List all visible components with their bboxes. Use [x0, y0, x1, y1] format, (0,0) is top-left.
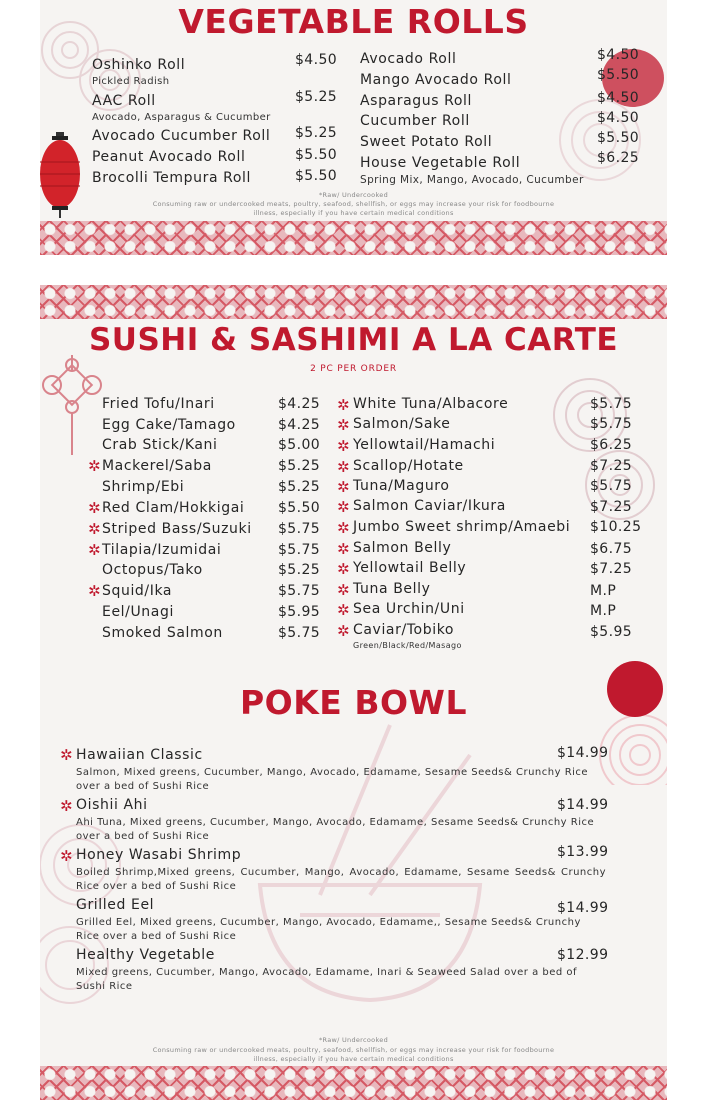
- menu-item-name: Mackerel/Saba: [102, 458, 212, 474]
- raw-marker-icon: ✲: [337, 581, 350, 599]
- menu-item-subtitle: Pickled Radish: [92, 76, 170, 87]
- menu-item-price: $5.25: [295, 125, 338, 141]
- menu-item-price: $6.25: [597, 150, 640, 166]
- menu-item-price: $5.75: [278, 521, 321, 537]
- raw-marker-icon: ✲: [337, 519, 350, 537]
- raw-marker-icon: ✲: [337, 601, 350, 619]
- menu-item-price: $4.50: [597, 90, 640, 106]
- menu-item-price: $5.50: [278, 500, 321, 516]
- raw-marker-icon: ✲: [337, 540, 350, 558]
- sushi-poke-panel: [40, 285, 667, 1100]
- menu-item-name: Oshinko Roll: [92, 57, 186, 73]
- disclaimer-line: Consuming raw or undercooked meats, poultry, seafood, shellfish, or eggs may increase your risk for foodbourne: [152, 1046, 555, 1054]
- menu-item-name: Yellowtail/Hamachi: [353, 437, 496, 453]
- menu-item-price: $4.25: [278, 396, 321, 412]
- menu-item-name: Brocolli Tempura Roll: [92, 170, 252, 186]
- poke-item-description: Mixed greens, Cucumber, Mango, Avocado, Edamame, Inari & Seaweed Salad over a bed of Sushi Rice: [76, 967, 578, 992]
- raw-marker-icon: ✲: [88, 499, 101, 517]
- poke-item-price: $14.99: [557, 797, 609, 813]
- menu-item-name: Asparagus Roll: [360, 93, 473, 109]
- poke-item-price: $13.99: [557, 844, 609, 860]
- menu-item-name: Tuna/Maguro: [353, 478, 450, 494]
- menu-item-price: $5.75: [590, 396, 633, 412]
- menu-item-price: $5.50: [295, 168, 338, 184]
- menu-item-price: $4.50: [597, 110, 640, 126]
- menu-item-price: $5.25: [278, 562, 321, 578]
- menu-item-price: $10.25: [590, 519, 642, 535]
- menu-item-name: Peanut Avocado Roll: [92, 149, 246, 165]
- raw-marker-icon: ✲: [88, 520, 101, 538]
- menu-item-name: Tuna Belly: [353, 581, 431, 597]
- raw-marker-icon: ✲: [60, 797, 73, 815]
- menu-item-name: Fried Tofu/Inari: [102, 396, 215, 412]
- raw-marker-icon: ✲: [337, 396, 350, 414]
- menu-item-subtitle: Avocado, Asparagus & Cucumber: [92, 112, 271, 123]
- disclaimer-line: Consuming raw or undercooked meats, poultry, seafood, shellfish, or eggs may increase your risk for foodbourne: [152, 200, 555, 208]
- menu-item-subtitle: Green/Black/Red/Masago: [353, 641, 462, 650]
- menu-item-price: $5.50: [295, 147, 338, 163]
- menu-item-price: $7.25: [590, 499, 633, 515]
- menu-item-price: $5.75: [278, 583, 321, 599]
- vegetable-rolls-title: VEGETABLE ROLLS: [178, 2, 529, 41]
- pattern-border: [40, 1066, 667, 1100]
- raw-marker-icon: ✲: [60, 847, 73, 865]
- raw-marker-icon: ✲: [337, 498, 350, 516]
- disclaimer-line: illness, especially if you have certain medical conditions: [253, 209, 454, 217]
- raw-note: *Raw/ Undercooked: [319, 191, 388, 199]
- menu-item-name: House Vegetable Roll: [360, 155, 521, 171]
- menu-item-price: $5.25: [295, 89, 338, 105]
- menu-item-price: M.P: [590, 583, 617, 599]
- menu-item-name: Shrimp/Ebi: [102, 479, 185, 495]
- menu-item-price: $5.75: [278, 542, 321, 558]
- menu-item-name: Avocado Cucumber Roll: [92, 128, 271, 144]
- raw-note: *Raw/ Undercooked: [319, 1036, 388, 1044]
- sushi-sashimi-title: SUSHI & SASHIMI A LA CARTE: [88, 322, 619, 358]
- menu-item-name: Avocado Roll: [360, 51, 457, 67]
- menu-item-name: Octopus/Tako: [102, 562, 203, 578]
- menu-item-name: Salmon Belly: [353, 540, 452, 556]
- menu-item-price: $6.75: [590, 541, 633, 557]
- poke-item-description: Ahi Tuna, Mixed greens, Cucumber, Mango, Avocado, Edamame, Sesame Seeds& Crunchy Rice over a bed of Sushi Rice: [76, 817, 595, 842]
- menu-item-price: $7.25: [590, 458, 633, 474]
- raw-marker-icon: ✲: [337, 416, 350, 434]
- menu-item-name: Mango Avocado Roll: [360, 72, 512, 88]
- raw-marker-icon: ✲: [337, 560, 350, 578]
- menu-item-name: Eel/Unagi: [102, 604, 174, 620]
- raw-marker-icon: ✲: [88, 582, 101, 600]
- menu-item-name: White Tuna/Albacore: [353, 396, 509, 412]
- pattern-border: [40, 221, 667, 255]
- menu-item-name: Red Clam/Hokkigai: [102, 500, 245, 516]
- menu-item-name: Squid/Ika: [102, 583, 173, 599]
- menu-item-price: $5.95: [590, 624, 633, 640]
- menu-item-name: AAC Roll: [92, 93, 156, 109]
- raw-marker-icon: ✲: [60, 746, 73, 764]
- raw-marker-icon: ✲: [337, 478, 350, 496]
- menu-item-price: $5.75: [590, 478, 633, 494]
- poke-item-name: Grilled Eel: [76, 897, 155, 913]
- menu-item-name: Scallop/Hotate: [353, 458, 464, 474]
- poke-item-description: Salmon, Mixed greens, Cucumber, Mango, Avocado, Edamame, Sesame Seeds& Crunchy Rice over a bed of Sushi Rice: [76, 767, 589, 792]
- raw-marker-icon: ✲: [337, 437, 350, 455]
- menu-item-price: $5.75: [278, 625, 321, 641]
- sushi-subtitle: 2 PC PER ORDER: [310, 364, 397, 374]
- cloud-decoration: [510, 365, 667, 535]
- menu-item-name: Caviar/Tobiko: [353, 622, 455, 638]
- menu-item-name: Salmon Caviar/Ikura: [353, 498, 506, 514]
- pattern-border: [40, 285, 667, 319]
- poke-bowl-title: POKE BOWL: [240, 683, 467, 722]
- raw-marker-icon: ✲: [88, 457, 101, 475]
- menu-item-name: Tilapia/Izumidai: [102, 542, 222, 558]
- menu-item-price: $4.25: [278, 417, 321, 433]
- poke-item-description: Boiled Shrimp,Mixed greens, Cucumber, Mango, Avocado, Edamame, Sesame Seeds& Crunchy Rice over a bed of Sushi Rice: [76, 867, 606, 892]
- menu-item-price: $5.95: [278, 604, 321, 620]
- menu-item-price: $5.25: [278, 458, 321, 474]
- menu-item-price: $5.25: [278, 479, 321, 495]
- raw-marker-icon: ✲: [337, 458, 350, 476]
- menu-item-price: $4.50: [597, 47, 640, 63]
- raw-marker-icon: ✲: [88, 541, 101, 559]
- menu-item-name: Cucumber Roll: [360, 113, 470, 129]
- menu-item-name: Jumbo Sweet shrimp/Amaebi: [353, 519, 571, 535]
- poke-item-price: $14.99: [557, 745, 609, 761]
- menu-item-price: $5.00: [278, 437, 321, 453]
- menu-item-price: $4.50: [295, 52, 338, 68]
- poke-item-name: Oishii Ahi: [76, 797, 148, 813]
- menu-item-subtitle: Spring Mix, Mango, Avocado, Cucumber: [360, 174, 584, 186]
- menu-item-name: Striped Bass/Suzuki: [102, 521, 252, 537]
- menu-item-name: Yellowtail Belly: [353, 560, 467, 576]
- menu-item-price: $5.75: [590, 416, 633, 432]
- menu-item-name: Crab Stick/Kani: [102, 437, 218, 453]
- poke-item-description: Grilled Eel, Mixed greens, Cucumber, Mango, Avocado, Edamame,, Sesame Seeds& Crunchy Rice over a bed of Sushi Rice: [76, 917, 581, 942]
- poke-item-name: Honey Wasabi Shrimp: [76, 847, 242, 863]
- menu-item-price: $5.50: [597, 67, 640, 83]
- menu-item-name: Sweet Potato Roll: [360, 134, 493, 150]
- menu-item-price: $5.50: [597, 130, 640, 146]
- poke-item-name: Healthy Vegetable: [76, 947, 215, 963]
- poke-item-price: $14.99: [557, 900, 609, 916]
- poke-item-name: Hawaiian Classic: [76, 747, 203, 763]
- poke-item-price: $12.99: [557, 947, 609, 963]
- menu-item-name: Egg Cake/Tamago: [102, 417, 236, 433]
- menu-item-name: Salmon/Sake: [353, 416, 451, 432]
- vegetable-rolls-panel: [40, 0, 667, 255]
- disclaimer-line: illness, especially if you have certain medical conditions: [253, 1055, 454, 1063]
- menu-item-price: $6.25: [590, 437, 633, 453]
- menu-item-name: Sea Urchin/Uni: [353, 601, 465, 617]
- menu-item-price: M.P: [590, 603, 617, 619]
- raw-marker-icon: ✲: [337, 622, 350, 640]
- menu-item-name: Smoked Salmon: [102, 625, 223, 641]
- menu-item-price: $7.25: [590, 561, 633, 577]
